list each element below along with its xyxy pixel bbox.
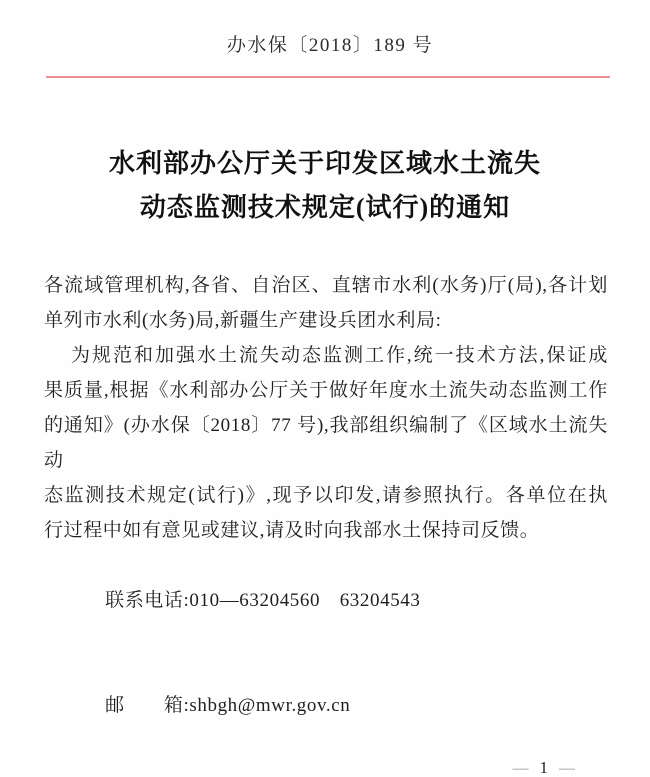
page-number-right-dash: — <box>559 760 575 777</box>
body-line-paragraph-4: 态监测技术规定(试行)》,现予以印发,请参照执行。各单位在执 <box>44 485 608 506</box>
contact-phone-line <box>44 548 608 653</box>
page-number-left-dash: — <box>512 760 529 777</box>
document-body <box>44 268 608 758</box>
contact-phone-label: 联系电话: <box>105 590 190 611</box>
title-line-2: 动态监测技术规定(试行)的通知 <box>139 193 511 222</box>
contact-email-line <box>44 653 608 758</box>
doc-number: 办水保〔2018〕189 号 <box>226 35 434 56</box>
page-footer <box>0 760 650 777</box>
contact-email-label: 邮 箱: <box>105 695 190 716</box>
body-line-paragraph-3: 的通知》(办水保〔2018〕77 号),我部组织编制了《区域水土流失动 <box>44 415 608 471</box>
title-line-1: 水利部办公厅关于印发区域水土流失 <box>108 149 541 178</box>
page-number: 1 <box>539 758 548 777</box>
contact-email-address: shbgh@mwr.gov.cn <box>189 695 351 716</box>
body-line-paragraph-1: 为规范和加强水土流失动态监测工作,统一技术方法,保证成 <box>71 345 608 366</box>
body-line-paragraph-5: 行过程中如有意见或建议,请及时向我部水土保持司反馈。 <box>44 520 540 541</box>
body-line-paragraph-2: 果质量,根据《水利部办公厅关于做好年度水土流失动态监测工作 <box>44 380 608 401</box>
body-line-salutation-2: 单列市水利(水务)局,新疆生产建设兵团水利局: <box>44 310 442 331</box>
document-title <box>0 142 650 230</box>
contact-phone-numbers: 010—63204560 63204543 <box>189 590 421 611</box>
red-divider-line <box>46 76 610 78</box>
body-line-salutation-1: 各流域管理机构,各省、自治区、直辖市水利(水务)厅(局),各计划 <box>44 275 608 296</box>
